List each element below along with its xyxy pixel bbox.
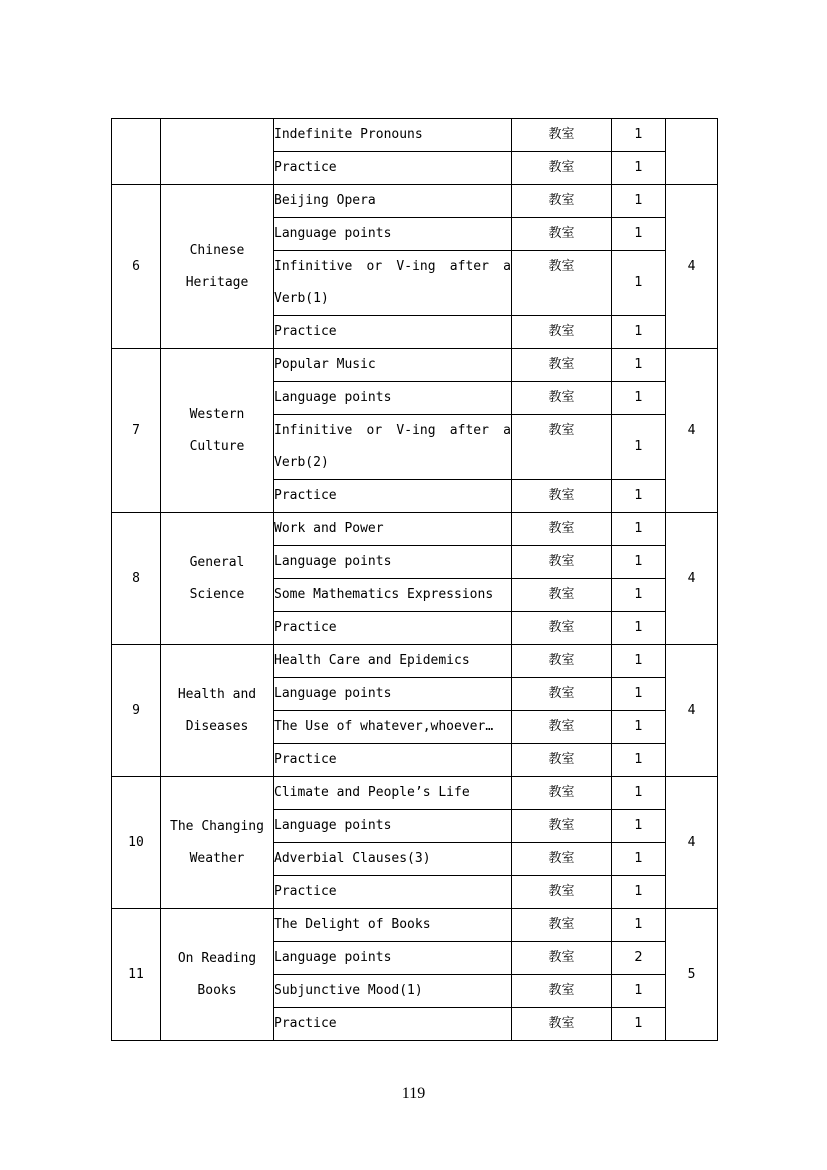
lesson-topic: Language points [274, 546, 512, 579]
lesson-topic: Practice [274, 1008, 512, 1041]
lesson-topic: Language points [274, 218, 512, 251]
unit-number: 6 [112, 185, 161, 349]
page-number: 119 [401, 1085, 426, 1102]
lesson-room: 教室 [512, 942, 612, 975]
unit-title-line: Health and [177, 686, 257, 702]
lesson-hours: 1 [612, 349, 666, 382]
lesson-topic: The Use of whatever,whoever… [274, 711, 512, 744]
lesson-topic: Practice [274, 612, 512, 645]
unit-title-line: Weather [189, 850, 245, 866]
table-row [112, 645, 718, 678]
lesson-topic: Language points [274, 810, 512, 843]
table-row [112, 119, 718, 152]
lesson-hours: 1 [612, 645, 666, 678]
table-row [112, 909, 718, 942]
unit-title [161, 119, 274, 185]
unit-title-line: Chinese [189, 242, 245, 258]
lesson-room: 教室 [512, 777, 612, 810]
lesson-topic: Language points [274, 382, 512, 415]
lesson-room: 教室 [512, 185, 612, 218]
lesson-room: 教室 [512, 843, 612, 876]
lesson-room: 教室 [512, 382, 612, 415]
unit-title-line: Books [197, 982, 237, 998]
lesson-hours: 2 [612, 942, 666, 975]
lesson-topic: Indefinite Pronouns [274, 119, 512, 152]
lesson-hours: 1 [612, 513, 666, 546]
lesson-room: 教室 [512, 645, 612, 678]
unit-number: 10 [112, 777, 161, 909]
lesson-room: 教室 [512, 909, 612, 942]
lesson-room: 教室 [512, 546, 612, 579]
lesson-room: 教室 [512, 711, 612, 744]
lesson-hours: 1 [612, 843, 666, 876]
lesson-topic: Climate and People’s Life [274, 777, 512, 810]
unit-total-hours: 5 [666, 909, 718, 1041]
unit-title [161, 513, 274, 645]
unit-title-line: The Changing [170, 818, 264, 834]
lesson-hours: 1 [612, 415, 666, 480]
unit-total-hours: 4 [666, 645, 718, 777]
lesson-hours: 1 [612, 218, 666, 251]
unit-title-line: Science [189, 586, 245, 602]
lesson-room: 教室 [512, 612, 612, 645]
lesson-hours: 1 [612, 678, 666, 711]
lesson-topic: Practice [274, 480, 512, 513]
lesson-topic: Some Mathematics Expressions [274, 579, 512, 612]
unit-title-line: Diseases [185, 718, 249, 734]
lesson-room: 教室 [512, 152, 612, 185]
lesson-hours: 1 [612, 546, 666, 579]
lesson-topic: Practice [274, 876, 512, 909]
unit-title-line: Culture [189, 438, 245, 454]
unit-title [161, 645, 274, 777]
lesson-topic: The Delight of Books [274, 909, 512, 942]
lesson-room: 教室 [512, 513, 612, 546]
unit-title-line: Western [189, 406, 245, 422]
lesson-topic: Practice [274, 744, 512, 777]
lesson-topic: Practice [274, 316, 512, 349]
lesson-hours: 1 [612, 382, 666, 415]
lesson-hours: 1 [612, 975, 666, 1008]
lesson-hours: 1 [612, 579, 666, 612]
table-row [112, 185, 718, 218]
lesson-topic: Infinitive or V-ing after a Verb(1) [274, 251, 512, 316]
lesson-room: 教室 [512, 415, 612, 480]
lesson-topic: Language points [274, 678, 512, 711]
lesson-room: 教室 [512, 119, 612, 152]
unit-total-hours: 4 [666, 185, 718, 349]
lesson-room: 教室 [512, 876, 612, 909]
lesson-room: 教室 [512, 316, 612, 349]
unit-title-line: General [189, 554, 245, 570]
lesson-hours: 1 [612, 1008, 666, 1041]
lesson-hours: 1 [612, 316, 666, 349]
table-row [112, 513, 718, 546]
unit-total-hours: 4 [666, 349, 718, 513]
lesson-topic: Language points [274, 942, 512, 975]
lesson-room: 教室 [512, 218, 612, 251]
lesson-hours: 1 [612, 744, 666, 777]
unit-title-line: Heritage [185, 274, 249, 290]
unit-title [161, 777, 274, 909]
unit-title [161, 185, 274, 349]
lesson-hours: 1 [612, 777, 666, 810]
unit-number: 11 [112, 909, 161, 1041]
unit-total-hours: 4 [666, 513, 718, 645]
lesson-hours: 1 [612, 119, 666, 152]
lesson-room: 教室 [512, 678, 612, 711]
lesson-room: 教室 [512, 744, 612, 777]
unit-title [161, 909, 274, 1041]
table-row [112, 349, 718, 382]
lesson-hours: 1 [612, 185, 666, 218]
lesson-room: 教室 [512, 1008, 612, 1041]
lesson-hours: 1 [612, 909, 666, 942]
unit-total-hours [666, 119, 718, 185]
lesson-topic: Popular Music [274, 349, 512, 382]
lesson-room: 教室 [512, 349, 612, 382]
unit-total-hours: 4 [666, 777, 718, 909]
lesson-hours: 1 [612, 480, 666, 513]
lesson-topic: Adverbial Clauses(3) [274, 843, 512, 876]
lesson-hours: 1 [612, 251, 666, 316]
unit-number [112, 119, 161, 185]
unit-title-line: On Reading [177, 950, 257, 966]
lesson-room: 教室 [512, 975, 612, 1008]
lesson-topic: Beijing Opera [274, 185, 512, 218]
lesson-topic: Health Care and Epidemics [274, 645, 512, 678]
unit-number: 8 [112, 513, 161, 645]
table-row [112, 777, 718, 810]
lesson-topic: Practice [274, 152, 512, 185]
unit-number: 9 [112, 645, 161, 777]
unit-number: 7 [112, 349, 161, 513]
lesson-hours: 1 [612, 810, 666, 843]
lesson-room: 教室 [512, 480, 612, 513]
lesson-room: 教室 [512, 579, 612, 612]
lesson-hours: 1 [612, 152, 666, 185]
syllabus-table [111, 118, 718, 1041]
lesson-topic: Infinitive or V-ing after a Verb(2) [274, 415, 512, 480]
lesson-hours: 1 [612, 876, 666, 909]
lesson-topic: Work and Power [274, 513, 512, 546]
lesson-hours: 1 [612, 612, 666, 645]
unit-title [161, 349, 274, 513]
lesson-room: 教室 [512, 810, 612, 843]
lesson-room: 教室 [512, 251, 612, 316]
lesson-topic: Subjunctive Mood(1) [274, 975, 512, 1008]
lesson-hours: 1 [612, 711, 666, 744]
